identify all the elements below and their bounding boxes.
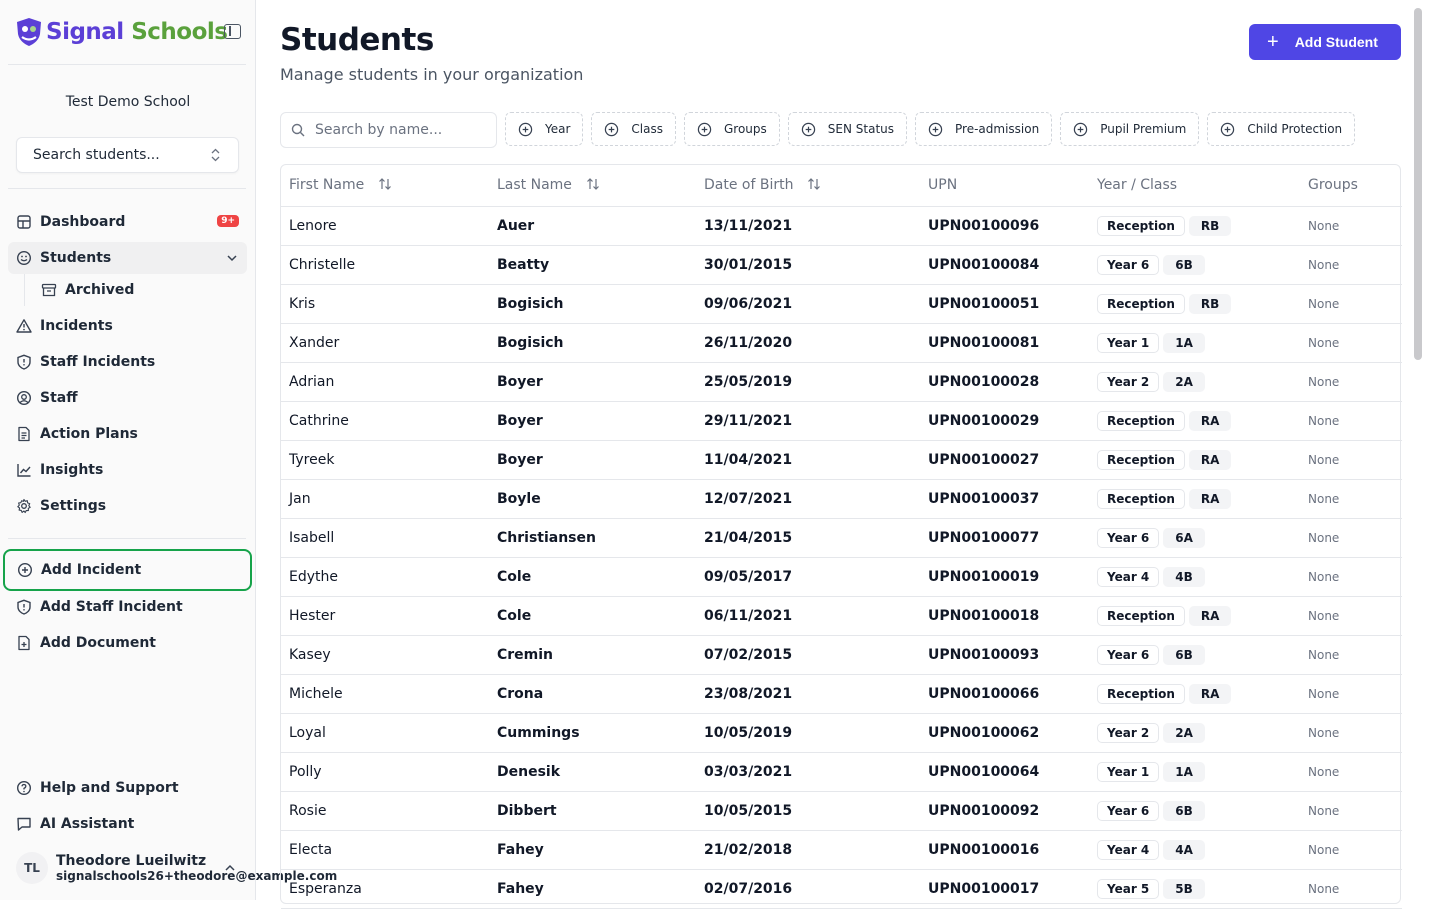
upn-cell: UPN00100016: [920, 830, 1089, 869]
students-table: [280, 164, 1401, 904]
upn-cell: UPN00100029: [920, 401, 1089, 440]
table-row[interactable]: [281, 362, 1402, 401]
sidebar-item-label: Incidents: [40, 318, 113, 334]
student-search-label: Search students...: [33, 147, 160, 163]
first-name-cell: Esperanza: [281, 869, 489, 908]
plus-circle-icon: [801, 122, 816, 137]
chevron-up-icon: [225, 863, 235, 873]
gear-icon: [16, 498, 32, 514]
groups-cell: None: [1300, 518, 1402, 557]
class-badge: RA: [1189, 684, 1232, 704]
filter-label: Class: [631, 122, 663, 136]
dob-cell: 13/11/2021: [696, 206, 920, 245]
column-date-of-birth[interactable]: Date of Birth: [696, 165, 920, 206]
user-circle-icon: [16, 390, 32, 406]
class-badge: 6B: [1163, 255, 1205, 275]
class-badge: RB: [1189, 294, 1231, 314]
sidebar-item-label: Insights: [40, 462, 104, 478]
add-incident-button[interactable]: [3, 549, 252, 591]
sidebar-item-label: Action Plans: [40, 426, 138, 442]
groups-cell: None: [1300, 752, 1402, 791]
file-text-icon: [16, 426, 32, 442]
last-name-cell: Fahey: [489, 869, 696, 908]
smile-icon: [16, 250, 32, 266]
year-badge: Year 4: [1097, 840, 1159, 860]
upn-cell: UPN00100037: [920, 479, 1089, 518]
plus-circle-icon: [1073, 122, 1088, 137]
upn-cell: UPN00100028: [920, 362, 1089, 401]
upn-cell: UPN00100084: [920, 245, 1089, 284]
column-last-name[interactable]: Last Name: [489, 165, 696, 206]
search-input[interactable]: [280, 112, 497, 148]
class-badge: 6A: [1163, 528, 1205, 548]
year-badge: Reception: [1097, 450, 1185, 470]
dob-cell: 23/08/2021: [696, 674, 920, 713]
dob-cell: 02/07/2016: [696, 869, 920, 908]
year-class-cell: [1089, 791, 1300, 830]
plus-circle-icon: [518, 122, 533, 137]
filter-label: Pupil Premium: [1100, 122, 1187, 136]
sidebar-item-staff-incidents[interactable]: [8, 346, 247, 378]
year-badge: Year 6: [1097, 255, 1159, 275]
filter-year-button[interactable]: [505, 112, 583, 146]
table-row[interactable]: [281, 518, 1402, 557]
alert-triangle-icon: [16, 318, 32, 334]
year-class-cell: [1089, 401, 1300, 440]
last-name-cell: Boyer: [489, 401, 696, 440]
dob-cell: 09/05/2017: [696, 557, 920, 596]
table-row[interactable]: [281, 713, 1402, 752]
help-support-link[interactable]: [8, 772, 247, 804]
year-badge: Reception: [1097, 411, 1185, 431]
filter-label: SEN Status: [827, 122, 895, 136]
year-class-cell: [1089, 635, 1300, 674]
class-badge: 4B: [1163, 567, 1205, 587]
upn-cell: UPN00100018: [920, 596, 1089, 635]
filter-label: Year: [545, 122, 571, 136]
class-badge: 6B: [1163, 645, 1205, 665]
table-row[interactable]: [281, 596, 1402, 635]
last-name-cell: Boyer: [489, 440, 696, 479]
page-subtitle: Manage students in your organization: [280, 65, 584, 84]
add-staff-incident-button[interactable]: [8, 591, 247, 623]
last-name-cell: Cummings: [489, 713, 696, 752]
table-row[interactable]: [281, 791, 1402, 830]
class-badge: RA: [1189, 450, 1232, 470]
sidebar-item-label: Add Document: [40, 635, 156, 651]
filter-groups-button[interactable]: [684, 112, 780, 146]
notification-badge: 9+: [217, 215, 239, 227]
class-badge: 1A: [1163, 333, 1205, 353]
sidebar-toggle-icon[interactable]: [224, 24, 241, 39]
class-badge: RB: [1189, 216, 1231, 236]
plus-circle-icon: [1220, 122, 1235, 137]
year-badge: Year 1: [1097, 333, 1159, 353]
groups-cell: None: [1300, 440, 1402, 479]
year-class-cell: [1089, 323, 1300, 362]
plus-circle-icon: [697, 122, 712, 137]
year-badge: Year 4: [1097, 567, 1159, 587]
last-name-cell: Denesik: [489, 752, 696, 791]
sidebar-item-label: Add Incident: [41, 562, 142, 578]
user-email: signalschools26+theodore@example.com: [56, 869, 338, 883]
table-row[interactable]: [281, 557, 1402, 596]
class-badge: RA: [1189, 411, 1232, 431]
first-name-cell: Christelle: [281, 245, 489, 284]
table-row[interactable]: [281, 752, 1402, 791]
add-document-button[interactable]: [8, 627, 247, 659]
shield-alert-icon: [16, 599, 32, 615]
groups-cell: None: [1300, 596, 1402, 635]
brand[interactable]: [0, 0, 255, 64]
table-row[interactable]: [281, 479, 1402, 518]
first-name-cell: Isabell: [281, 518, 489, 557]
first-name-cell: Electa: [281, 830, 489, 869]
last-name-cell: Christiansen: [489, 518, 696, 557]
last-name-cell: Beatty: [489, 245, 696, 284]
filter-sen-status-button[interactable]: [788, 112, 907, 146]
page-title: Students: [280, 22, 434, 58]
table-row[interactable]: [281, 245, 1402, 284]
first-name-cell: Loyal: [281, 713, 489, 752]
groups-cell: None: [1300, 245, 1402, 284]
sort-arrows-icon: [378, 177, 392, 191]
dob-cell: 03/03/2021: [696, 752, 920, 791]
groups-cell: None: [1300, 557, 1402, 596]
first-name-cell: Polly: [281, 752, 489, 791]
sidebar-item-label: Settings: [40, 498, 107, 514]
groups-cell: None: [1300, 713, 1402, 752]
sidebar-item-insights[interactable]: [8, 454, 247, 486]
first-name-cell: Xander: [281, 323, 489, 362]
upn-cell: UPN00100092: [920, 791, 1089, 830]
year-badge: Reception: [1097, 684, 1185, 704]
table-row[interactable]: [281, 440, 1402, 479]
year-class-cell: [1089, 362, 1300, 401]
class-badge: 2A: [1163, 723, 1205, 743]
table-row[interactable]: [281, 869, 1402, 908]
page-scrollbar[interactable]: [1414, 8, 1422, 360]
sidebar-item-label: Staff: [40, 390, 78, 406]
upn-cell: UPN00100062: [920, 713, 1089, 752]
layout-grid-icon: [16, 214, 32, 230]
main-content: [256, 0, 1424, 900]
year-class-cell: [1089, 752, 1300, 791]
dob-cell: 07/02/2015: [696, 635, 920, 674]
last-name-cell: Boyle: [489, 479, 696, 518]
last-name-cell: Cole: [489, 596, 696, 635]
year-class-cell: [1089, 479, 1300, 518]
first-name-cell: Michele: [281, 674, 489, 713]
year-class-cell: [1089, 245, 1300, 284]
column-first-name[interactable]: First Name: [281, 165, 489, 206]
upn-cell: UPN00100027: [920, 440, 1089, 479]
sidebar-item-label: Staff Incidents: [40, 354, 156, 370]
year-badge: Reception: [1097, 606, 1185, 626]
sidebar-item-settings[interactable]: [8, 490, 247, 522]
sidebar-item-label: Help and Support: [40, 780, 179, 796]
first-name-cell: Hester: [281, 596, 489, 635]
upn-cell: UPN00100064: [920, 752, 1089, 791]
year-class-cell: [1089, 713, 1300, 752]
plus-icon: +: [1267, 31, 1279, 53]
year-badge: Year 2: [1097, 723, 1159, 743]
file-plus-icon: [16, 635, 32, 651]
shield-alert-icon: [16, 354, 32, 370]
year-class-cell: [1089, 674, 1300, 713]
groups-cell: None: [1300, 830, 1402, 869]
last-name-cell: Cremin: [489, 635, 696, 674]
column-year-class: Year / Class: [1089, 165, 1300, 206]
avatar: TL: [16, 852, 48, 884]
message-square-icon: [16, 816, 32, 832]
groups-cell: None: [1300, 362, 1402, 401]
class-badge: 4A: [1163, 840, 1205, 860]
upn-cell: UPN00100081: [920, 323, 1089, 362]
sidebar-item-label: AI Assistant: [40, 816, 135, 832]
dob-cell: 10/05/2015: [696, 791, 920, 830]
divider: [8, 188, 246, 189]
year-class-cell: [1089, 830, 1300, 869]
year-badge: Year 1: [1097, 762, 1159, 782]
year-class-cell: [1089, 440, 1300, 479]
year-badge: Year 6: [1097, 801, 1159, 821]
table-row[interactable]: [281, 284, 1402, 323]
dob-cell: 06/11/2021: [696, 596, 920, 635]
user-info: [56, 853, 338, 883]
class-badge: RA: [1189, 606, 1232, 626]
sidebar-item-dashboard[interactable]: [8, 206, 247, 238]
groups-cell: None: [1300, 284, 1402, 323]
school-name: Test Demo School: [65, 94, 191, 110]
first-name-cell: Lenore: [281, 206, 489, 245]
sidebar-item-label: Dashboard: [40, 214, 126, 230]
plus-circle-icon: [604, 122, 619, 137]
sort-arrows-icon: [807, 177, 821, 191]
dob-cell: 25/05/2019: [696, 362, 920, 401]
sidebar-item-label: Students: [40, 250, 112, 266]
year-class-cell: [1089, 596, 1300, 635]
plus-circle-icon: [928, 122, 943, 137]
year-badge: Reception: [1097, 489, 1185, 509]
dob-cell: 26/11/2020: [696, 323, 920, 362]
sidebar-item-archived[interactable]: [33, 275, 247, 305]
sidebar-item-students[interactable]: [8, 242, 247, 274]
first-name-cell: Edythe: [281, 557, 489, 596]
dob-cell: 21/02/2018: [696, 830, 920, 869]
filter-label: Pre-admission: [955, 122, 1040, 136]
groups-cell: None: [1300, 791, 1402, 830]
divider: [8, 538, 246, 539]
year-class-cell: [1089, 518, 1300, 557]
table-row[interactable]: [281, 635, 1402, 674]
table-row[interactable]: [281, 206, 1402, 245]
last-name-cell: Crona: [489, 674, 696, 713]
class-badge: RA: [1189, 489, 1232, 509]
student-search-select[interactable]: [16, 137, 239, 173]
search-placeholder: Search by name...: [315, 122, 443, 138]
sidebar-item-incidents[interactable]: [8, 310, 247, 342]
year-class-cell: [1089, 284, 1300, 323]
line-chart-icon: [16, 462, 32, 478]
groups-cell: None: [1300, 674, 1402, 713]
user-name: Theodore Lueilwitz: [56, 853, 207, 869]
last-name-cell: Fahey: [489, 830, 696, 869]
sort-arrows-icon: [586, 177, 600, 191]
sidebar-item-staff[interactable]: [8, 382, 247, 414]
groups-cell: None: [1300, 206, 1402, 245]
archive-icon: [41, 282, 57, 298]
table-row[interactable]: [281, 830, 1402, 869]
dob-cell: 09/06/2021: [696, 284, 920, 323]
first-name-cell: Tyreek: [281, 440, 489, 479]
groups-cell: None: [1300, 869, 1402, 908]
dob-cell: 30/01/2015: [696, 245, 920, 284]
first-name-cell: Kris: [281, 284, 489, 323]
filter-class-button[interactable]: [591, 112, 676, 146]
upn-cell: UPN00100066: [920, 674, 1089, 713]
year-badge: Year 6: [1097, 528, 1159, 548]
last-name-cell: Bogisich: [489, 323, 696, 362]
dob-cell: 29/11/2021: [696, 401, 920, 440]
dob-cell: 21/04/2015: [696, 518, 920, 557]
year-badge: Year 2: [1097, 372, 1159, 392]
submenu-line: [24, 274, 25, 306]
upn-cell: UPN00100051: [920, 284, 1089, 323]
sidebar-item-label: Add Staff Incident: [40, 599, 183, 615]
year-badge: Year 6: [1097, 645, 1159, 665]
dob-cell: 10/05/2019: [696, 713, 920, 752]
filter-pupil-premium-button[interactable]: [1060, 112, 1199, 146]
upn-cell: UPN00100017: [920, 869, 1089, 908]
last-name-cell: Dibbert: [489, 791, 696, 830]
last-name-cell: Auer: [489, 206, 696, 245]
groups-cell: None: [1300, 479, 1402, 518]
chevron-down-icon: [227, 253, 237, 263]
filter-label: Groups: [723, 122, 767, 136]
first-name-cell: Rosie: [281, 791, 489, 830]
column-upn: UPN: [920, 165, 1089, 206]
brand-name: Signal Schools: [46, 19, 228, 45]
year-badge: Year 5: [1097, 879, 1159, 899]
year-class-cell: [1089, 206, 1300, 245]
table-row[interactable]: [281, 401, 1402, 440]
chevrons-up-down-icon: [211, 148, 220, 162]
table-body: [281, 206, 1402, 908]
last-name-cell: Bogisich: [489, 284, 696, 323]
shield-logo-icon: [16, 17, 42, 47]
divider: [8, 64, 246, 65]
search-icon: [291, 123, 305, 137]
filter-pre-admission-button[interactable]: [915, 112, 1052, 146]
year-badge: Reception: [1097, 216, 1185, 236]
groups-cell: None: [1300, 323, 1402, 362]
dob-cell: 12/07/2021: [696, 479, 920, 518]
class-badge: 6B: [1163, 801, 1205, 821]
groups-cell: None: [1300, 401, 1402, 440]
last-name-cell: Cole: [489, 557, 696, 596]
table-row[interactable]: [281, 323, 1402, 362]
year-class-cell: [1089, 557, 1300, 596]
table-row[interactable]: [281, 674, 1402, 713]
filter-label: Child Protection: [1247, 122, 1343, 136]
add-student-button[interactable]: [1249, 24, 1401, 60]
first-name-cell: Jan: [281, 479, 489, 518]
class-badge: 1A: [1163, 762, 1205, 782]
upn-cell: UPN00100093: [920, 635, 1089, 674]
dob-cell: 11/04/2021: [696, 440, 920, 479]
filter-child-protection-button[interactable]: [1207, 112, 1355, 146]
help-circle-icon: [16, 780, 32, 796]
filter-bar: [280, 112, 1355, 148]
sidebar-item-action-plans[interactable]: [8, 418, 247, 450]
sidebar-item-label: Archived: [65, 282, 135, 298]
first-name-cell: Kasey: [281, 635, 489, 674]
ai-assistant-link[interactable]: [8, 808, 247, 840]
upn-cell: UPN00100096: [920, 206, 1089, 245]
plus-circle-icon: [17, 562, 33, 578]
class-badge: 2A: [1163, 372, 1205, 392]
column-groups: Groups: [1300, 165, 1402, 206]
table-header-row: [281, 165, 1402, 206]
add-student-label: Add Student: [1294, 34, 1378, 50]
class-badge: 5B: [1163, 879, 1205, 899]
last-name-cell: Boyer: [489, 362, 696, 401]
first-name-cell: Cathrine: [281, 401, 489, 440]
upn-cell: UPN00100019: [920, 557, 1089, 596]
groups-cell: None: [1300, 635, 1402, 674]
year-badge: Reception: [1097, 294, 1185, 314]
year-class-cell: [1089, 869, 1300, 908]
first-name-cell: Adrian: [281, 362, 489, 401]
upn-cell: UPN00100077: [920, 518, 1089, 557]
